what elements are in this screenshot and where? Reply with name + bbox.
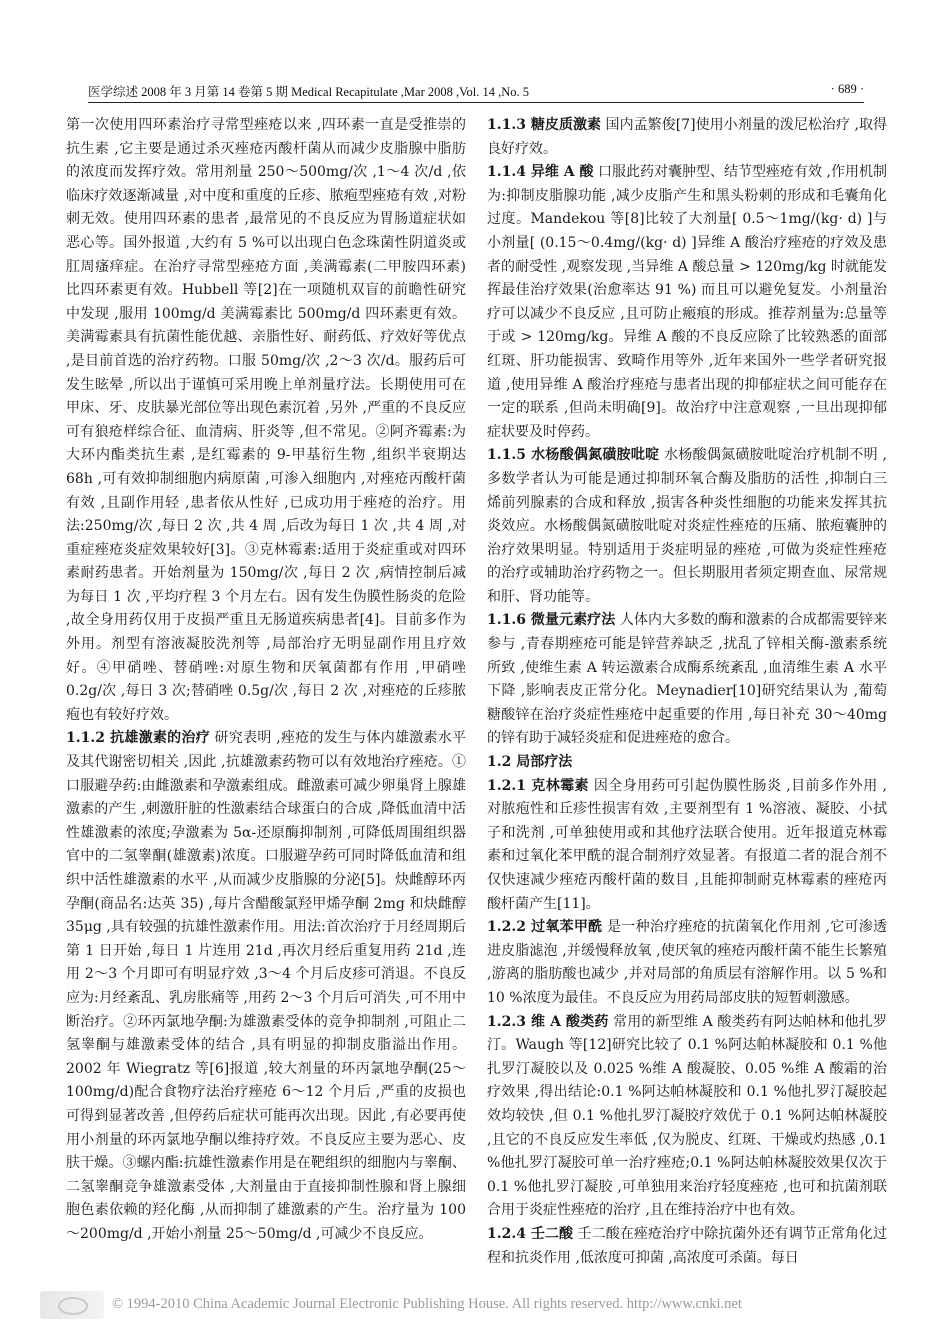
paragraph: 1.2.3 维 A 酸类药 常用的新型维 A 酸类药有阿达帕林和他扎罗汀。Waugh 等[12]研究比较了 0.1 %阿达帕林凝胶和 0.1 %他扎罗汀凝胶以及 0.025 %维 A 酸凝胶、0.05 %维 A 酸霜的治疗效果 ,得出结论:0.1 %阿达帕林凝胶和 0.1 %他扎罗汀凝胶起效均较快 ,但 0.1 %他扎罗汀凝胶疗效优于 0.1 %阿达帕林凝胶 ,且它的不良反应发生率低 ,仅为脱皮、红斑、干燥或灼热感 ,0.1 %他扎罗汀凝胶可单一治疗痤疮;0.1 %阿达帕林凝胶效果仅次于 0.1 %他扎罗汀凝胶 ,可单独用来治疗轻度痤疮 ,也可和抗菌剂联合用于炎症性痤疮的治疗 ,且在维持治疗中也有效。 — [487, 1013, 887, 1219]
copyright-footer — [40, 1291, 910, 1321]
paragraph: 1.1.2 抗雄激素的治疗 研究表明 ,痤疮的发生与体内雄激素水平及其代谢密切相关 ,因此 ,抗雄激素药物可以有效地治疗痤疮。①口服避孕药:由雌激素和孕激素组成。雌激素可减少卵巢肾上腺雄激素的产生 ,刺激肝脏的性激素结合球蛋白的合成 ,降低血清中活性雄激素的浓度;孕激素为 5α-还原酶抑制剂 ,可降低周围组织器官中的二氢睾酮(雄激素)浓度。口服避孕药可同时降低血清和组织中活性雄激素的水平 ,从而减少皮脂腺的分泌[5]。炔雌醇环丙孕酮(商品名:达英 35) ,每片含醋酸氯羟甲烯孕酮 2mg 和炔雌醇 35μg ,具有较强的抗雄性激素作用。用法:首次治疗于月经周期后第 1 日开始 ,每日 1 片连用 21d ,再次月经后重复用药 21d ,连用 2～3 个月即可有明显疗效 ,3～4 个月后皮疹可消退。不良反应为:月经紊乱、乳房胀痛等 ,用药 2～3 个月后可消失 ,可不用中断治疗。②环丙氯地孕酮:为雄激素受体的竞争抑制剂 ,可阻止二氢睾酮与雄激素受体的结合 ,具有明显的抑制皮脂溢出作用。2002 年 Wiegratz 等[6]报道 ,较大剂量的环丙氯地孕酮(25～100mg/d)配合食物疗法治疗痤疮 6～12 个月后 ,严重的皮损也可得到显著改善 ,但停药后症状可能再次出现。因此 ,有必要再使用小剂量的环丙氯地孕酮以维持疗效。不良反应主要为恶心、皮肤干燥。③螺内酯:抗雄性激素作用是在靶组织的细胞内与睾酮、二氢睾酮竞争雄激素受体 ,大剂量由于直接抑制性腺和肾上腺细胞色素依赖的羟化酶 ,从而抑制了雄激素的产生。治疗量为 100～200mg/d ,开始小剂量 25～50mg/d ,可减少不良反应。 — [66, 730, 466, 1242]
paragraph: 1.2.1 克林霉素 因全身用药可引起伪膜性肠炎 ,目前多作外用 ,对脓疱性和丘疹性损害有效 ,主要剂型有 1 %溶液、凝胶、小拭子和洗剂 ,可单独使用或和其他疗法联合使用。近年报道克林霉素和过氧化苯甲酰的混合制剂疗效显著。有报道二者的混合剂不仅快速减少痤疮丙酸杆菌的数目 ,且能抑制耐克林霉素的痤疮丙酸杆菌产生[11]。 — [487, 777, 887, 912]
paragraph: 1.1.6 微量元素疗法 人体内大多数的酶和激素的合成都需要锌来参与 ,青春期痤疮可能是锌营养缺乏 ,扰乱了锌相关酶-激素系统所致 ,使维生素 A 转运激素合成酶系统紊乱 ,血清维生素 A 水平下降 ,影响表皮正常分化。Meynadier[10]研究结果认为 ,葡萄糖酸锌在治疗炎症性痤疮中起重要的作用 ,每日补充 30～40mg 的锌有助于减轻炎症和促进痤疮的愈合。 — [487, 612, 887, 747]
section-heading: 1.2.3 维 A 酸类药 — [487, 1013, 609, 1030]
section-heading: 1.1.2 抗雄激素的治疗 — [66, 730, 210, 747]
section-heading: 1.2.2 过氧苯甲酰 — [487, 919, 603, 936]
cnki-logo-icon — [40, 1291, 104, 1319]
page-number: · 689 · — [830, 82, 864, 96]
section-heading: 1.2 局部疗法 — [487, 754, 573, 771]
paragraph: 1.1.5 水杨酸偶氮磺胺吡啶 水杨酸偶氮磺胺吡啶治疗机制不明 ,多数学者认为可能是通过抑制环氧合酶及脂肪的活性 ,抑制白三烯前列腺素的合成和释放 ,损害各种炎性细胞的功能来发挥其抗炎效应。水杨酸偶氮磺胺吡啶对炎症性痤疮的压痛、脓疱囊肿的治疗效果明显。特别适用于炎症明显的痤疮 ,可做为炎症性痤疮的治疗或辅助治疗药物之一。但长期服用者须定期查血、尿常规和肝、肾功能等。 — [487, 447, 887, 605]
paragraph: 1.1.4 异维 A 酸 口服此药对囊肿型、结节型痤疮有效 ,作用机制为:抑制皮脂腺功能 ,减少皮脂产生和黑头粉刺的形成和毛囊角化过度。Mandekou 等[8]比较了大剂量[ 0.5～1mg/(kg· d) ]与小剂量[ (0.15～0.4mg/(kg· d) ]异维 A 酸治疗痤疮的疗效及患者的耐受性 ,观察发现 ,当异维 A 酸总量 > 120mg/kg 时就能发挥最佳治疗效果(治愈率达 91 %) 而且可以避免复发。小剂量治疗可以减少不良反应 ,且可防止瘢痕的形成。推荐剂量为:总量等于或 > 120mg/kg。异维 A 酸的不良反应除了比较熟悉的面部红斑、肝功能损害、致畸作用等外 ,近年来国外一些学者研究报道 ,使用异维 A 酸治疗痤疮与患者出现的抑郁症状之间可能存在一定的联系 ,但尚未明确[9]。故治疗中注意观察 ,一旦出现抑郁症状要及时停药。 — [487, 164, 887, 440]
section-heading: 1.1.5 水杨酸偶氮磺胺吡啶 — [487, 447, 660, 464]
paragraph: 1.2.4 壬二酸 壬二酸在痤疮治疗中除抗菌外还有调节正常角化过程和抗炎作用 ,低浓度可抑菌 ,高浓度可杀菌。每日 — [487, 1225, 887, 1266]
section-heading: 1.2.4 壬二酸 — [487, 1225, 574, 1242]
paragraph — [487, 751, 887, 775]
paragraph: 1.1.3 糖皮质激素 国内孟繁俊[7]使用小剂量的泼尼松治疗 ,取得良好疗效。 — [487, 117, 887, 157]
section-heading: 1.2.1 克林霉素 — [487, 777, 589, 794]
copyright-text: © 1994-2010 China Academic Journal Electronic Publishing House. All rights reserved. http://www.cnki.net — [112, 1296, 742, 1312]
left-column — [66, 114, 466, 1247]
paragraph: 第一次使用四环素治疗寻常型痤疮以来 ,四环素一直是受推崇的抗生素 ,它主要是通过杀灭痤疮丙酸杆菌从而减少皮脂腺中脂肪的浓度而发挥疗效。常用剂量 250～500mg/次 ,1～4 次/d ,依临床疗效逐渐减量 ,对中度和重度的丘疹、脓疱型痤疮有效 ,对粉刺无效。使用四环素的患者 ,最常见的不良反应为胃肠道症状如恶心等。国外报道 ,大约有 5 %可以出现白色念珠菌性阴道炎或肛周瘙痒症。在治疗寻常型痤疮方面 ,美满霉素(二甲胺四环素) 比四环素更有效。Hubbell 等[2]在一项随机双盲的前瞻性研究中发现 ,服用 100mg/d 美满霉素比 500mg/d 四环素更有效。美满霉素具有抗菌性能优越、亲脂性好、耐药低、疗效好等优点 ,是目前首选的治疗药物。口服 50mg/次 ,2～3 次/d。服药后可发生眩晕 ,所以出于谨慎可采用晚上单剂量疗法。长期使用可在甲床、牙、皮肤暴光部位等出现色素沉着 ,另外 ,严重的不良反应可有狼疮样综合征、血清病、肝炎等 ,但不常见。②阿齐霉素:为大环内酯类抗生素 ,是红霉素的 9-甲基衍生物 ,组织半衰期达 68h ,可有效抑制细胞内病原菌 ,可渗入细胞内 ,对痤疮丙酸杆菌有效 ,且副作用轻 ,患者依从性好 ,已成功用于痤疮的治疗。用法:250mg/次 ,每日 2 次 ,共 4 周 ,后改为每日 1 次 ,共 4 周 ,对重症痤疮炎症效果较好[3]。③克林霉素:适用于炎症重或对四环素耐药患者。开始剂量为 150mg/次 ,每日 2 次 ,病情控制后减为每日 1 次 ,平均疗程 3 个月左右。因有发生伪膜性肠炎的危险 ,故全身用药仅用于皮损严重且无肠道疾病患者[4]。目前多作为外用。剂型有溶液凝胶洗剂等 ,局部治疗无明显副作用且疗效好。④甲硝唑、替硝唑:对原生物和厌氧菌都有作用 ,甲硝唑 0.2g/次 ,每日 3 次;替硝唑 0.5g/次 ,每日 2 次 ,对痤疮的丘疹脓疱也有较好疗效。 — [66, 117, 466, 723]
journal-citation: 医学综述 2008 年 3 月第 14 卷第 5 期 Medical Recapitulate ,Mar 2008 ,Vol. 14 ,No. 5 — [88, 85, 530, 99]
section-heading: 1.1.6 微量元素疗法 — [487, 612, 616, 629]
paragraph: 1.2.2 过氧苯甲酰 是一种治疗痤疮的抗菌氧化作用剂 ,它可渗透进皮脂滤泡 ,并缓慢释放氧 ,使厌氧的痤疮丙酸杆菌不能生长繁殖 ,游离的脂肪酸也减少 ,并对局部的角质层有溶解作用。以 5 %和 10 %浓度为最佳。不良反应为用药局部皮肤的短暂刺激感。 — [487, 919, 887, 1006]
section-heading: 1.1.3 糖皮质激素 — [487, 117, 602, 133]
right-column — [487, 114, 887, 1270]
running-header — [88, 80, 864, 103]
section-heading: 1.1.4 异维 A 酸 — [487, 164, 594, 181]
